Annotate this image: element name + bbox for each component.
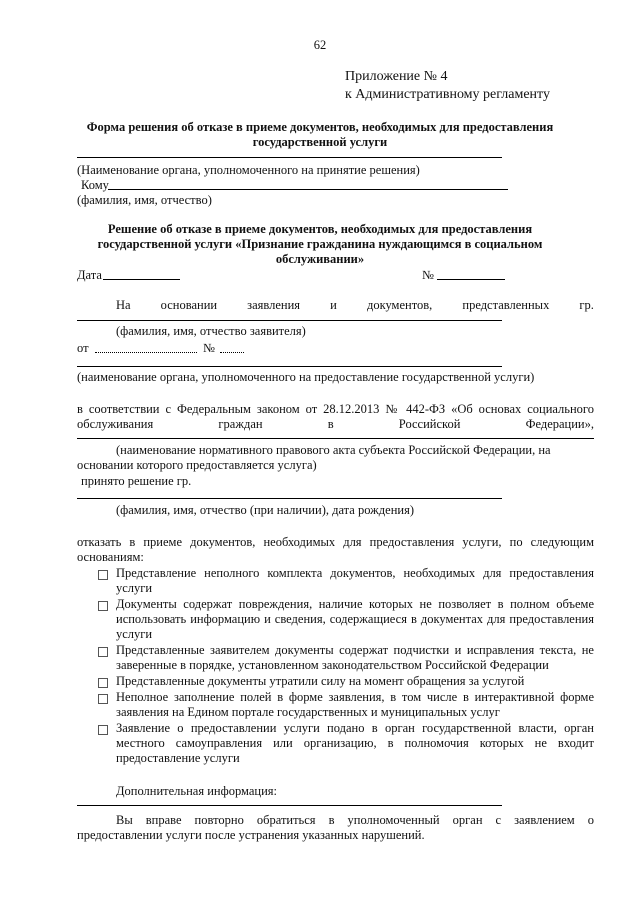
accepted-label: принято решение гр. [81,474,192,488]
basis-word: и [330,298,337,312]
to-label: Кому [81,178,109,192]
checkbox-reason-5[interactable] [98,694,108,704]
from-number-label: № [203,341,215,355]
applicant-caption: (фамилия, имя, отчество заявителя) [116,324,306,338]
reason-item: Представленные документы утратили силу на момент обращения за услугой [116,674,525,688]
checkbox-reason-4[interactable] [98,678,108,688]
checkbox-reason-6[interactable] [98,725,108,735]
basis-line [116,298,594,313]
page-number: 62 [313,38,327,52]
date-label: Дата [77,268,102,282]
checkbox-reason-1[interactable] [98,570,108,580]
refuse-line-1: отказать в приеме документов, необходимых для предоставления услуги, по следующим [77,535,594,549]
decision-title-line-2: государственной услуги «Признание гражданина нуждающимся в социальном [97,237,543,251]
refuse-line-2: основаниям: [77,550,144,564]
reason-item: Неполное заполнение полей в форме заявления, в том числе в интерактивной форме заявления на Едином портале государственных и муниципальных услуг [116,690,594,719]
appendix-line-1: Приложение № 4 [345,69,448,84]
number-field [437,279,505,280]
appendix-line-2: к Административному регламенту [345,87,550,102]
basis-word: документов, [366,298,433,312]
act-line [77,438,594,439]
act-caption-line-1: (наименование нормативного правового акта субъекта Российской Федерации, на [116,443,551,457]
applicant-name-line [77,320,502,321]
checkbox-reason-3[interactable] [98,647,108,657]
organ-caption: (Наименование органа, уполномоченного на принятие решения) [77,163,420,177]
basis-word: основании [160,298,218,312]
final-text-line-1: Вы вправе повторно обратиться в уполномоченный орган с заявлением о [116,813,594,827]
reason-item: Представление неполного комплекта документов, необходимых для предоставления услуги [116,566,594,595]
basis-word: представленных [462,298,550,312]
basis-word: заявления [247,298,301,312]
from-date-field [95,352,197,353]
additional-info-line [77,805,502,806]
date-field [103,279,180,280]
basis-word: гр. [579,298,594,312]
form-title-line-1: Форма решения об отказе в приеме документов, необходимых для предоставления [86,120,554,134]
recipient-line [108,189,508,190]
decision-title-line-3: обслуживании» [275,252,365,266]
fio-caption: (фамилия, имя, отчество) [77,193,212,207]
organ-name-line [77,157,502,158]
citizen-line [77,498,502,499]
from-number-field [220,352,244,353]
citizen-caption: (фамилия, имя, отчество (при наличии), дата рождения) [116,503,414,517]
law-line-1: в соответствии с Федеральным законом от 28.12.2013 № 442-ФЗ «Об основах социального [77,402,594,416]
act-caption-line-2: основании которого предоставляется услуга) [77,458,317,472]
reason-item: Документы содержат повреждения, наличие которых не позволяет в полном объеме использовать информацию и сведения, содержащиеся в документах для предоставления услуги [116,597,594,641]
reason-item: Представленные заявителем документы содержат подчистки и исправления текста, не заверенные в порядке, установленном законодательством Российской Федерации [116,643,594,672]
checkbox-reason-2[interactable] [98,601,108,611]
decision-title-line-1: Решение об отказе в приеме документов, необходимых для предоставления [107,222,533,236]
provider-line [77,366,502,367]
form-title-line-2: государственной услуги [252,135,388,149]
law-line-2: обслуживания граждан в Российской Федерации», [77,417,594,431]
reason-item: Заявление о предоставлении услуги подано в орган государственной власти, орган местного самоуправления или организацию, в полномочия которых не входит предоставление услуги [116,721,594,765]
number-label: № [422,268,434,282]
from-label: от [77,341,89,355]
basis-word: На [116,298,131,312]
additional-info-label: Дополнительная информация: [116,784,277,798]
final-text-line-2: предоставлении услуги после устранения указанных нарушений. [77,828,425,842]
provider-caption: (наименование органа, уполномоченного на предоставление государственной услуги) [77,370,535,384]
